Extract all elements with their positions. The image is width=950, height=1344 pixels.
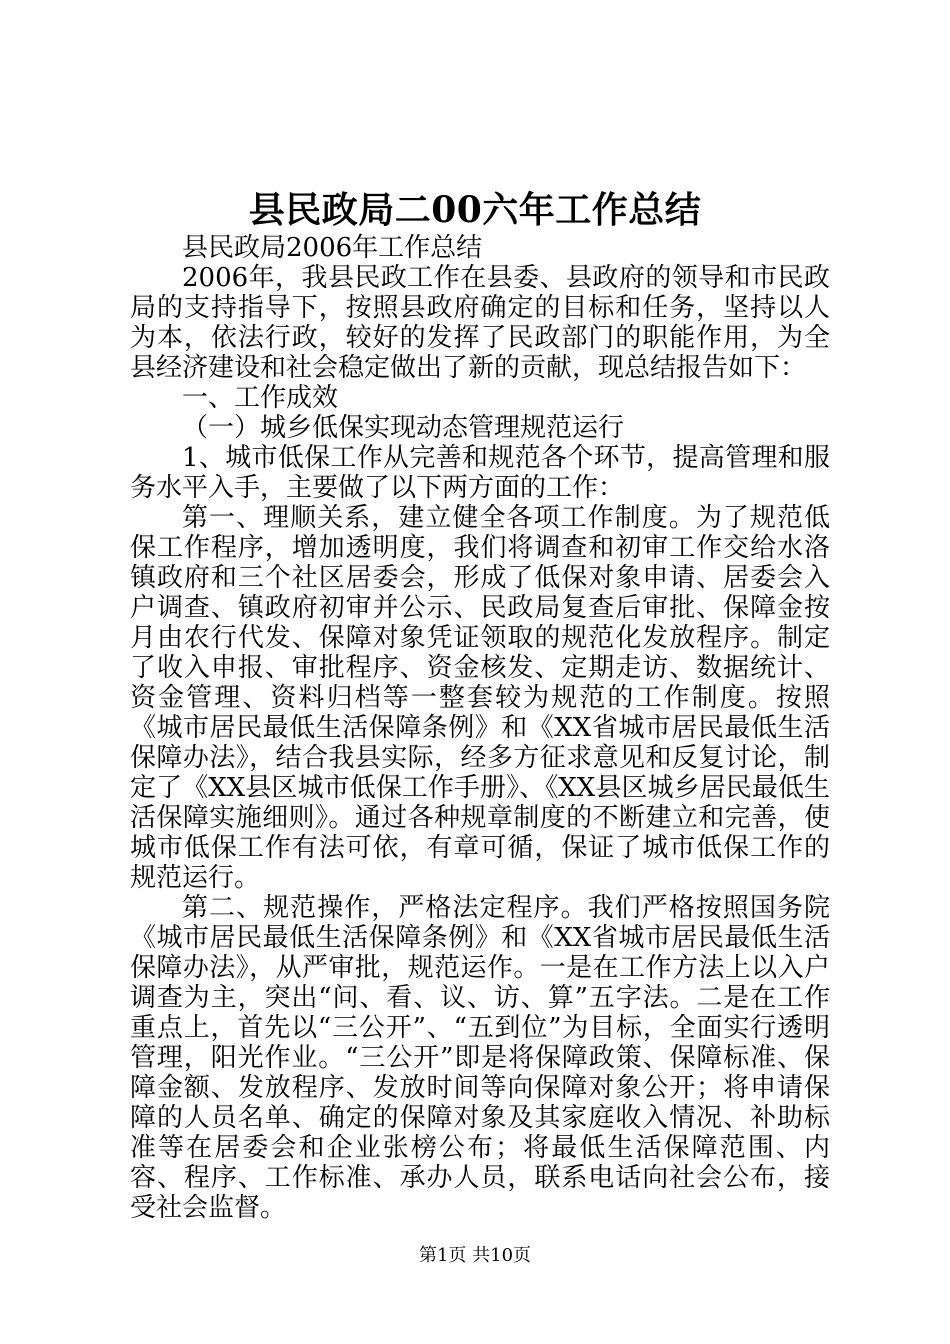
section-heading-achievements: 一、工作成效 (182, 383, 339, 413)
item-paragraph-urban-low-income: 1、城市低保工作从完善和规范各个环节，提高管理和服务水平入手，主要做了以下两方面的工作： (130, 443, 830, 503)
document-body (130, 233, 830, 1223)
subtitle-paragraph: 县民政局2006年工作总结 (182, 233, 483, 263)
page-number-footer: 第1页 共10页 (418, 1245, 532, 1266)
subsection-heading-low-income: （一）城乡低保实现动态管理规范运行 (182, 413, 625, 443)
paragraph-first-point: 第一、理顺关系，建立健全各项工作制度。为了规范低保工作程序，增加透明度，我们将调查和初审工作交给水洛镇政府和三个社区居委会，形成了低保对象申请、居委会入户调查、镇政府初审并公示、民政局复查后审批、保障金按月由农行代发、保障对象凭证领取的规范化发放程序。制定了收入申报、审批程序、资金核发、定期走访、数据统计、资金管理、资料归档等一整套较为规范的工作制度。按照《城市居民最低生活保障条例》和《XX省城市居民最低生活保障办法》，结合我县实际，经多方征求意见和反复讨论，制定了《XX县区城市低保工作手册》、《XX县区城乡居民最低生活保障实施细则》。通过各种规章制度的不断建立和完善，使城市低保工作有法可依，有章可循，保证了城市低保工作的规范运行。 (130, 503, 830, 893)
paragraph-second-point: 第二、规范操作，严格法定程序。我们严格按照国务院《城市居民最低生活保障条例》和《XX省城市居民最低生活保障办法》，从严审批，规范运作。一是在工作方法上以入户调查为主，突出“问、看、议、访、算”五字法。二是在工作重点上，首先以“三公开”、“五到位”为目标，全面实行透明管理，阳光作业。“三公开”即是将保障政策、保障标准、保障金额、发放程序、发放时间等向保障对象公开；将申请保障的人员名单、确定的保障对象及其家庭收入情况、补助标准等在居委会和企业张榜公布；将最低生活保障范围、内容、程序、工作标准、承办人员，联系电话向社会公布，接受社会监督。 (130, 893, 830, 1223)
document-title: 县民政局二00六年工作总结 (248, 189, 702, 231)
intro-paragraph: 2006年，我县民政工作在县委、县政府的领导和市民政局的支持指导下，按照县政府确定的目标和任务，坚持以人为本，依法行政，较好的发挥了民政部门的职能作用，为全县经济建设和社会稳定做出了新的贡献，现总结报告如下： (130, 263, 830, 383)
